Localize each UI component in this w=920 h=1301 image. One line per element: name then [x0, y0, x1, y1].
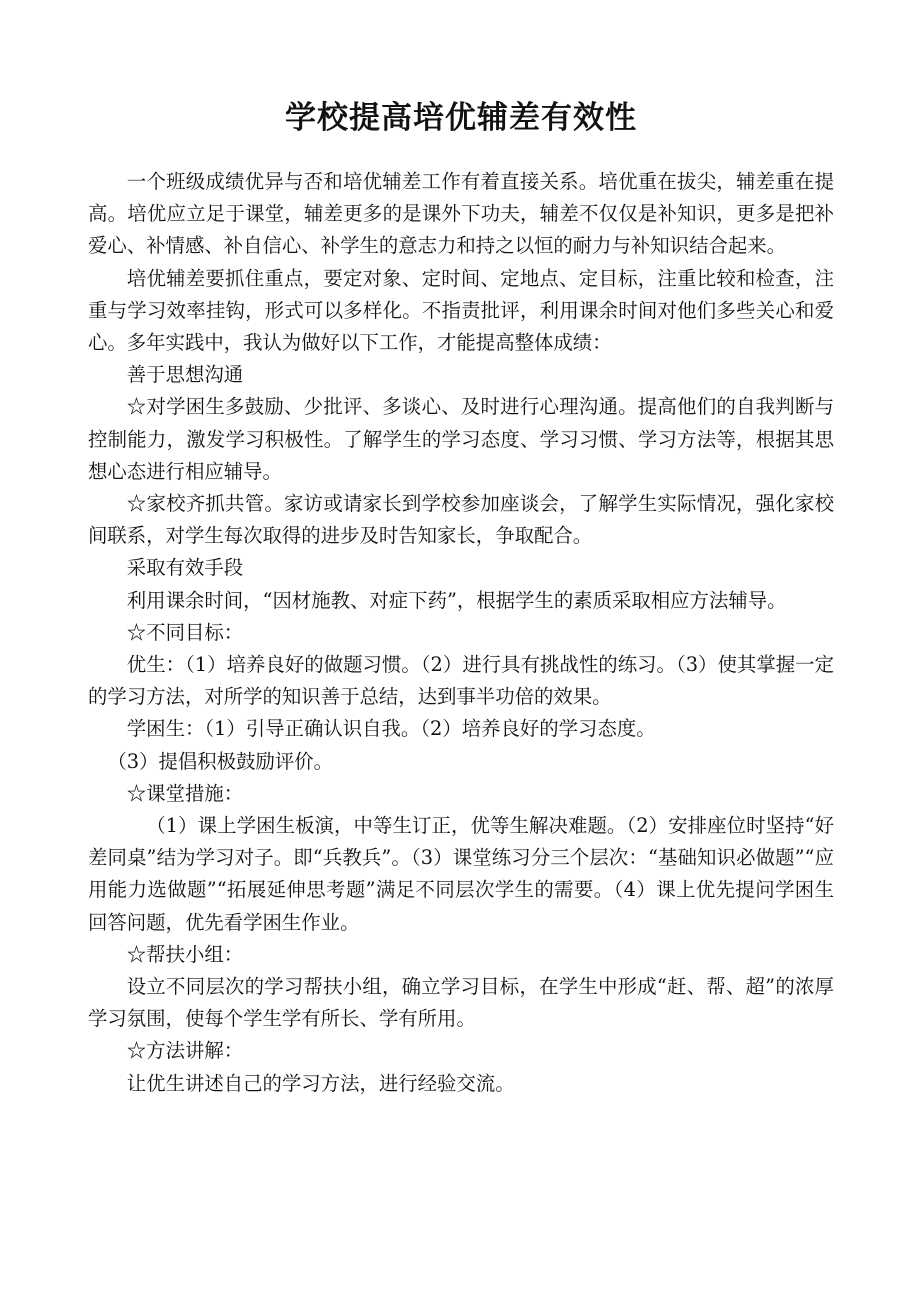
paragraph: 利用课余时间，“因材施教、对症下药”，根据学生的素质采取相应方法辅导。 — [126, 588, 787, 612]
document-title: 学校提高培优辅差有效性 — [285, 100, 637, 136]
paragraph: ☆对学困生多鼓励、少批评、多谈心、及时进行心理沟通。提高他们的自我判断与控制能力，激发学习积极性。了解学生的学习态度、学习习惯、学习方法等，根据其思想心态进行相应辅导。 — [88, 395, 834, 483]
paragraph: 设立不同层次的学习帮扶小组，确立学习目标，在学生中形成“赶、帮、超”的浓厚学习氛围，使每个学生学有所长、学有所用。 — [88, 975, 834, 1031]
subheading: ☆课堂措施： — [126, 781, 244, 805]
paragraph: 让优生讲述自己的学习方法，进行经验交流。 — [126, 1071, 515, 1095]
paragraph: ☆家校齐抓共管。家访或请家长到学校参加座谈会，了解学生实际情况，强化家校间联系，对学生每次取得的进步及时告知家长，争取配合。 — [88, 492, 834, 548]
paragraph: 学困生：（1）引导正确认识自我。（2）培养良好的学习态度。 — [126, 717, 656, 741]
document-body — [88, 166, 834, 1100]
paragraph: 一个班级成绩优异与否和培优辅差工作有着直接关系。培优重在拔尖，辅差重在提高。培优应立足于课堂，辅差更多的是课外下功夫，辅差不仅仅是补知识，更多是把补爱心、补情感、补自信心、补学生的意志力和持之以恒的耐力与补知识结合起来。 — [88, 170, 834, 258]
subheading: ☆方法讲解： — [126, 1039, 244, 1063]
section-heading: 善于思想沟通 — [126, 363, 244, 387]
section-heading: 采取有效手段 — [126, 556, 244, 580]
subheading: ☆帮扶小组： — [126, 942, 244, 966]
paragraph: 培优辅差要抓住重点，要定对象、定时间、定地点、定目标，注重比较和检查，注重与学习效率挂钩，形式可以多样化。不指责批评，利用课余时间对他们多些关心和爱心。多年实践中，我认为做好以下工作，才能提高整体成绩： — [88, 266, 834, 355]
paragraph: （1）课上学困生板演，中等生订正，优等生解决难题。（2）安排座位时坚持“好差同桌”结为学习对子。即“兵教兵”。（3）课堂练习分三个层次：“基础知识必做题”“应用能力选做题”“拓展延伸思考题”满足不同层次学生的需要。（4）课上优先提问学困生回答问题，优先看学困生作业。 — [88, 814, 834, 934]
paragraph: （3）提倡积极鼓励评价。 — [107, 749, 334, 773]
paragraph: 优生：（1）培养良好的做题习惯。（2）进行具有挑战性的练习。（3）使其掌握一定的学习方法，对所学的知识善于总结，达到事半功倍的效果。 — [88, 653, 834, 709]
subheading: ☆不同目标： — [126, 620, 244, 644]
